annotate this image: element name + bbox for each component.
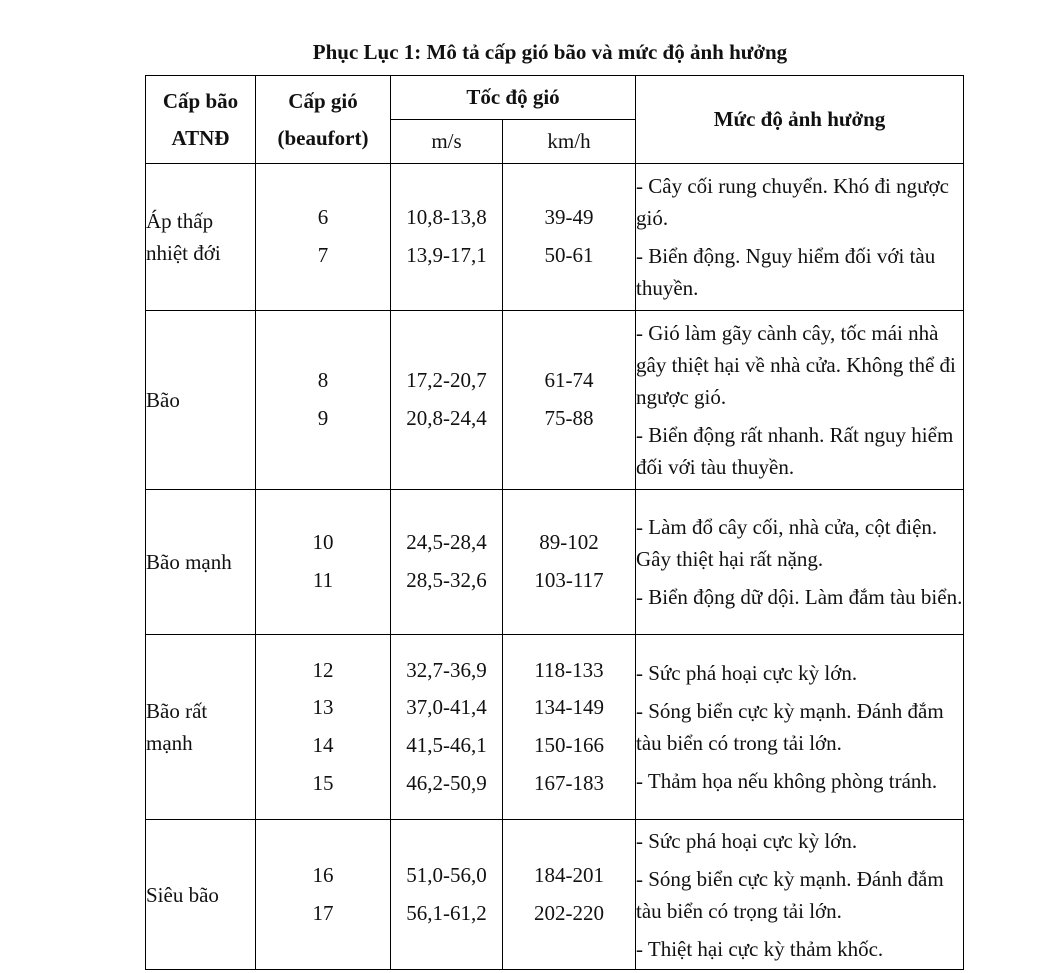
table-row: [146, 490, 964, 635]
speed-kmh-value: 134-149: [534, 695, 604, 720]
impact-cell: [636, 164, 964, 311]
speed-kmh-cell: [503, 311, 636, 490]
speed-kmh-value: 39-49: [544, 205, 594, 230]
beaufort-cell: [256, 490, 391, 635]
storm-level-cell: Bão: [146, 311, 256, 490]
beaufort-value: 8: [317, 368, 329, 393]
speed-ms-value: 17,2-20,7: [406, 368, 487, 393]
beaufort-value: 12: [312, 657, 334, 682]
speed-ms-value: 56,1-61,2: [406, 900, 487, 925]
speed-kmh-cell: [503, 490, 636, 635]
speed-ms-value: 51,0-56,0: [406, 862, 487, 887]
beaufort-value: 11: [312, 568, 334, 592]
storm-level-cell: Bão rất mạnh: [146, 635, 256, 820]
speed-ms-value: 41,5-46,1: [406, 733, 487, 757]
header-beaufort-line2: (beaufort): [277, 125, 369, 150]
speed-ms-value: 46,2-50,9: [406, 770, 487, 795]
impact-item: - Gió làm gãy cành cây, tốc mái nhà gây thiệt hại về nhà cửa. Không thể đi ngược gió.: [636, 321, 956, 409]
impact-item: - Sóng biển cực kỳ mạnh. Đánh đắm tàu biển có trọng tải lớn.: [636, 866, 944, 923]
speed-kmh-cell: [503, 164, 636, 311]
speed-ms-cell: [391, 490, 503, 635]
beaufort-cell: [256, 820, 391, 970]
speed-kmh-value: 89-102: [539, 530, 599, 555]
header-storm-level-line2: ATNĐ: [171, 125, 230, 150]
impact-item: - Làm đổ cây cối, nhà cửa, cột điện. Gây thiệt hại rất nặng.: [636, 515, 938, 571]
speed-ms-value: 13,9-17,1: [406, 243, 487, 267]
impact-cell: [636, 490, 964, 635]
beaufort-value: 13: [312, 695, 334, 720]
speed-kmh-cell: [503, 820, 636, 970]
speed-kmh-value: 118-133: [534, 657, 604, 682]
speed-ms-value: 20,8-24,4: [406, 406, 487, 430]
storm-level-cell: Siêu bão: [146, 820, 256, 970]
header-unit-ms: m/s: [391, 120, 503, 164]
header-storm-level: [146, 76, 256, 164]
beaufort-value: 15: [312, 770, 334, 795]
beaufort-value: 7: [317, 243, 329, 267]
beaufort-value: 14: [312, 733, 334, 757]
speed-kmh-value: 150-166: [534, 733, 604, 757]
header-unit-kmh: km/h: [503, 120, 636, 164]
impact-item: - Sức phá hoại cực kỳ lớn.: [636, 828, 858, 853]
speed-ms-value: 32,7-36,9: [406, 657, 487, 682]
beaufort-value: 9: [317, 406, 329, 430]
speed-ms-cell: [391, 164, 503, 311]
impact-item: - Biển động. Nguy hiểm đối với tàu thuyền.: [636, 244, 936, 300]
speed-ms-cell: [391, 311, 503, 490]
impact-cell: [636, 311, 964, 490]
speed-ms-value: 10,8-13,8: [406, 205, 487, 230]
beaufort-value: 10: [312, 530, 334, 555]
impact-item: - Sức phá hoại cực kỳ lớn.: [636, 661, 858, 685]
beaufort-cell: [256, 635, 391, 820]
speed-kmh-value: 103-117: [534, 568, 604, 592]
speed-kmh-value: 202-220: [534, 900, 604, 925]
header-beaufort: [256, 76, 391, 164]
speed-kmh-value: 75-88: [544, 406, 594, 430]
speed-kmh-value: 167-183: [534, 770, 604, 795]
table-row: [146, 635, 964, 820]
beaufort-cell: [256, 164, 391, 311]
impact-cell: [636, 820, 964, 970]
speed-ms-cell: [391, 635, 503, 820]
impact-item: - Biển động dữ dội. Làm đắm tàu biển.: [636, 585, 963, 609]
impact-cell: [636, 635, 964, 820]
storm-level-cell: Bão mạnh: [146, 490, 256, 635]
beaufort-value: 17: [312, 900, 334, 925]
storm-level-cell: Áp thấp nhiệt đới: [146, 164, 256, 311]
speed-ms-value: 28,5-32,6: [406, 568, 487, 592]
speed-ms-value: 24,5-28,4: [406, 530, 487, 555]
impact-item: - Sóng biển cực kỳ mạnh. Đánh đắm tàu biển có trong tải lớn.: [636, 699, 944, 755]
beaufort-cell: [256, 311, 391, 490]
page-title: Phục Lục 1: Mô tả cấp gió bão và mức độ ảnh hưởng: [312, 40, 788, 64]
table-row: [146, 164, 964, 311]
speed-kmh-value: 184-201: [534, 862, 604, 887]
beaufort-value: 6: [317, 205, 329, 230]
speed-kmh-cell: [503, 635, 636, 820]
header-storm-level-line1: Cấp bão: [162, 88, 239, 113]
table-row: [146, 820, 964, 970]
impact-item: - Thảm họa nếu không phòng tránh.: [636, 769, 938, 793]
speed-kmh-value: 50-61: [544, 243, 594, 267]
header-beaufort-line1: Cấp gió: [288, 88, 358, 113]
speed-kmh-value: 61-74: [544, 368, 594, 393]
speed-ms-cell: [391, 820, 503, 970]
impact-item: - Cây cối rung chuyển. Khó đi ngược gió.: [636, 174, 949, 230]
impact-item: - Thiệt hại cực kỳ thảm khốc.: [636, 936, 884, 961]
wind-scale-table: [145, 75, 964, 970]
impact-item: - Biển động rất nhanh. Rất nguy hiểm đối với tàu thuyền.: [636, 423, 954, 479]
header-wind-speed: Tốc độ gió: [391, 76, 636, 120]
header-impact: Mức độ ảnh hưởng: [636, 76, 964, 164]
beaufort-value: 16: [312, 862, 334, 887]
speed-ms-value: 37,0-41,4: [406, 695, 487, 720]
table-row: [146, 311, 964, 490]
